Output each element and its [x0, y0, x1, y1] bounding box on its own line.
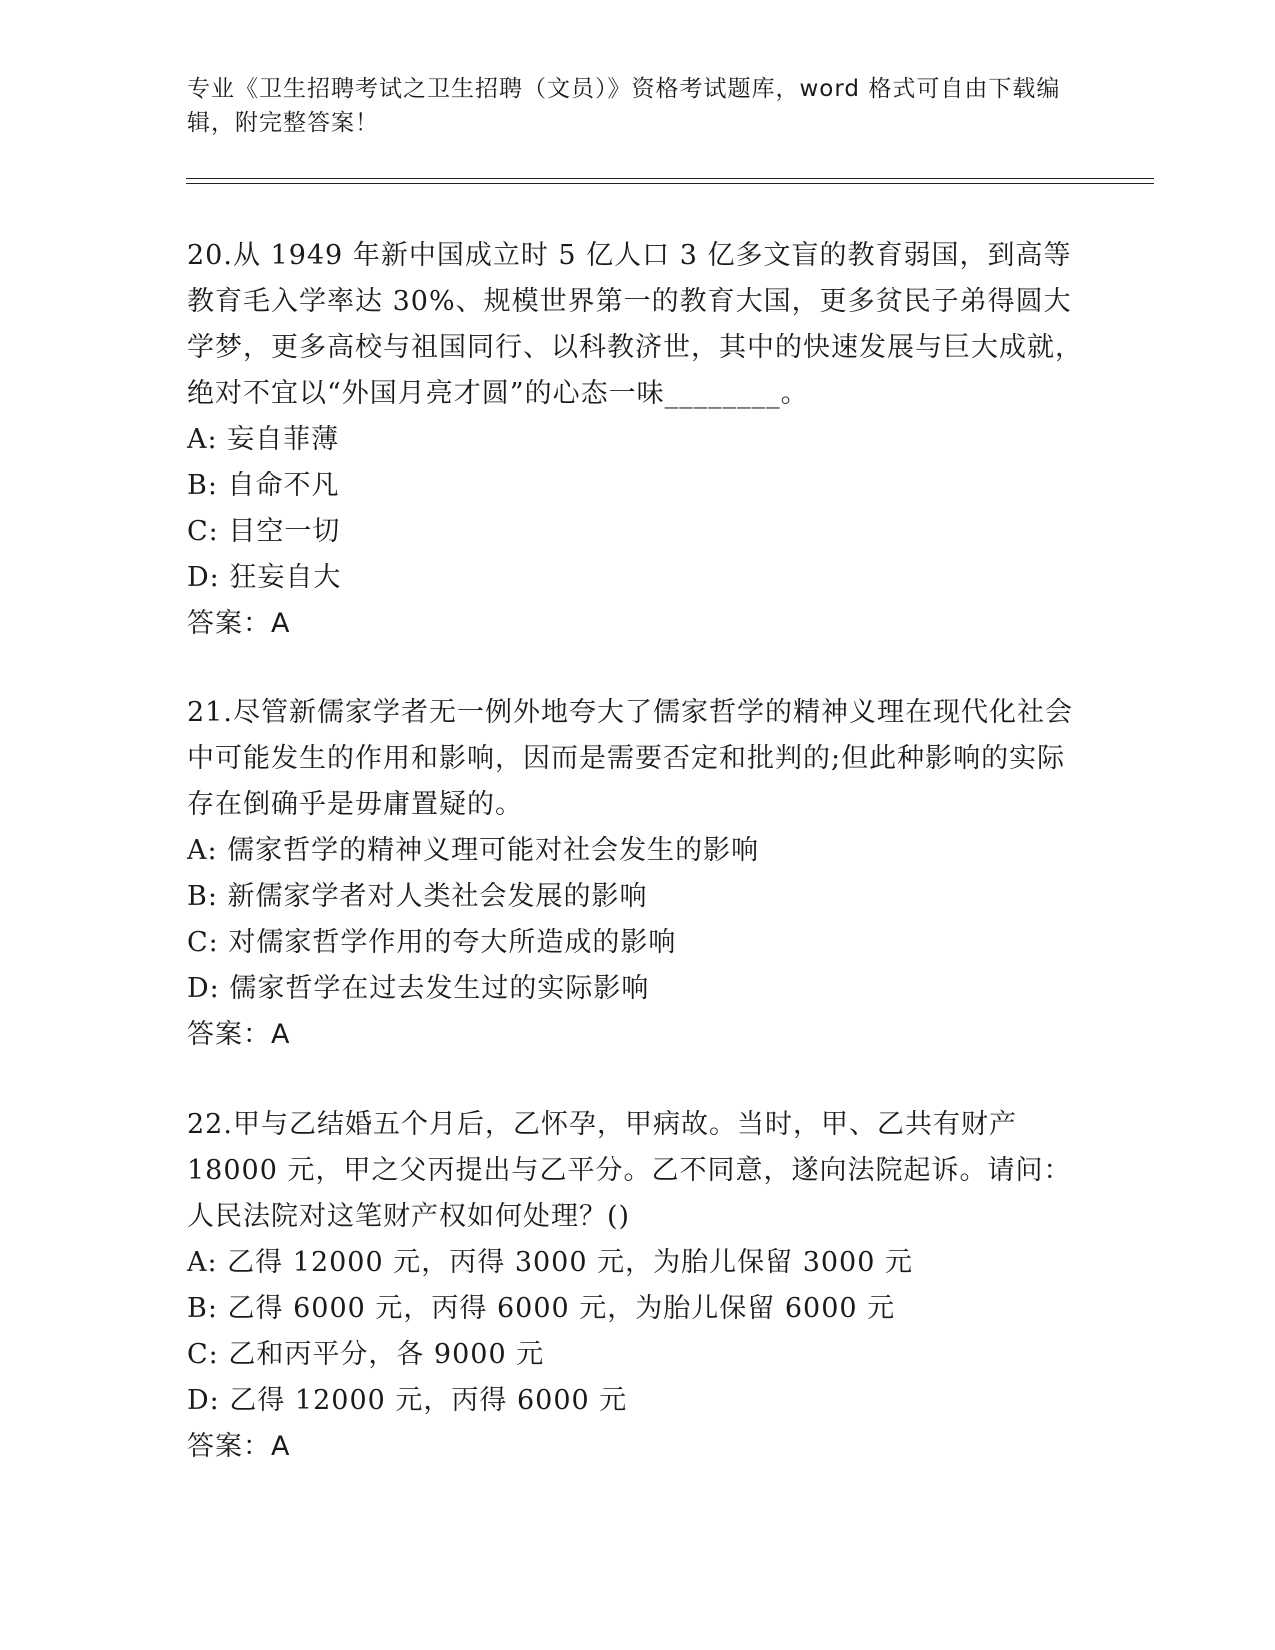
header-divider-top [186, 178, 1154, 179]
option-b: B: 乙得 6000 元，丙得 6000 元，为胎儿保留 6000 元 [187, 1293, 896, 1324]
option-b: B: 新儒家学者对人类社会发展的影响 [187, 881, 648, 912]
option-c: C: 对儒家哲学作用的夸大所造成的影响 [187, 927, 677, 958]
option-a: A: 妄自菲薄 [187, 424, 340, 455]
question-stem: 22.甲与乙结婚五个月后，乙怀孕，甲病故。当时，甲、乙共有财产 18000 元，甲之父丙提出与乙平分。乙不同意，遂向法院起诉。请问：人民法院对这笔财产权如何处理？() [187, 1109, 1072, 1232]
option-a: A: 儒家哲学的精神义理可能对社会发生的影响 [187, 835, 760, 866]
header-divider-bottom [186, 183, 1154, 184]
question-21 [187, 690, 1087, 1058]
option-d: D: 乙得 12000 元，丙得 6000 元 [187, 1385, 628, 1416]
question-22 [187, 1102, 1087, 1470]
question-stem: 21.尽管新儒家学者无一例外地夸大了儒家哲学的精神义理在现代化社会中可能发生的作用和影响，因而是需要否定和批判的;但此种影响的实际存在倒确乎是毋庸置疑的。 [187, 697, 1073, 820]
question-20 [187, 233, 1087, 647]
option-c: C: 乙和丙平分，各 9000 元 [187, 1339, 545, 1370]
answer-line: 答案：A [187, 1431, 291, 1462]
answer-line: 答案：A [187, 1019, 291, 1050]
question-stem: 20.从 1949 年新中国成立时 5 亿人口 3 亿多文盲的教育弱国，到高等教育毛入学率达 30%、规模世界第一的教育大国，更多贫民子弟得圆大学梦，更多高校与祖国同行、以科教济世，其中的快速发展与巨大成就，绝对不宜以“外国月亮才圆”的心态一味________。 [187, 240, 1083, 409]
option-c: C: 目空一切 [187, 516, 341, 547]
option-d: D: 狂妄自大 [187, 562, 342, 593]
option-b: B: 自命不凡 [187, 470, 340, 501]
option-d: D: 儒家哲学在过去发生过的实际影响 [187, 973, 650, 1004]
answer-line: 答案：A [187, 608, 291, 639]
document-header: 专业《卫生招聘考试之卫生招聘（文员）》资格考试题库，word 格式可自由下载编辑，附完整答案！ [187, 76, 1061, 136]
option-a: A: 乙得 12000 元，丙得 3000 元，为胎儿保留 3000 元 [187, 1247, 913, 1278]
